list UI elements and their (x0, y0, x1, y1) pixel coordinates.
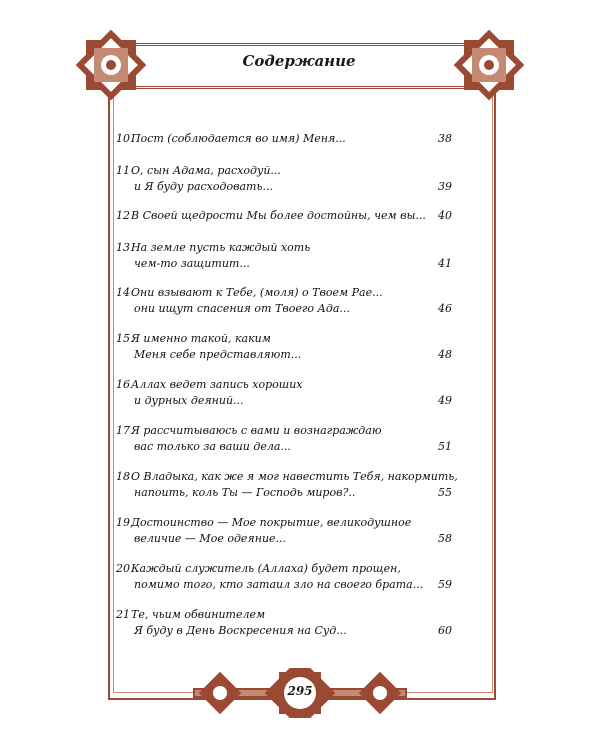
page-number: 295 (287, 684, 313, 698)
toc-entry (116, 240, 452, 272)
toc-entry-line (116, 131, 452, 147)
toc-entry-line (116, 393, 452, 409)
toc-entry-line (116, 163, 452, 179)
toc-entry-page: 51 (438, 440, 452, 453)
toc-entry-page: 39 (438, 180, 452, 193)
toc-entry-line (116, 607, 452, 623)
toc-entry-page: 38 (438, 132, 452, 145)
toc-entry-page: 41 (438, 257, 452, 270)
toc-entry (116, 423, 452, 455)
toc-entry-number: 15 (116, 332, 130, 345)
toc-entry-line (116, 531, 452, 547)
toc-entry (116, 515, 452, 547)
toc-entry-number: 18 (116, 470, 130, 483)
toc-entry-title: вас только за ваши дела... (134, 440, 291, 453)
toc-entry-line (116, 623, 452, 639)
toc-entry (116, 469, 458, 501)
toc-entry-page: 40 (438, 209, 452, 222)
toc-entry-title: напоить, коль Ты — Господь миров?.. (134, 486, 356, 499)
toc-entry-line (116, 515, 452, 531)
toc-entry-title: О, сын Адама, расходуй... (131, 164, 281, 177)
toc-entry-line (116, 377, 452, 393)
corner-ornament-right (450, 26, 528, 104)
toc-entry-number: 20 (116, 562, 130, 575)
toc-entry-title: Аллах ведет запись хороших (131, 378, 303, 391)
toc-entry (116, 208, 452, 224)
toc-entry-page: 58 (438, 532, 452, 545)
toc-entry-line (116, 423, 452, 439)
toc-entry-title: Я рассчитываюсь с вами и вознаграждаю (131, 424, 382, 437)
toc-entry (116, 331, 452, 363)
toc-entry-line (116, 256, 452, 272)
toc-entry-page: 49 (438, 394, 452, 407)
corner-ornament-left (72, 26, 150, 104)
toc-entry-number: 14 (116, 286, 130, 299)
toc-entry-line (116, 208, 452, 224)
toc-entry-page: 48 (438, 348, 452, 361)
toc-entry-line (116, 331, 452, 347)
toc-entry-line (116, 485, 452, 501)
toc-entry (116, 377, 452, 409)
toc-entry-number: 17 (116, 424, 130, 437)
toc-entry-line (116, 240, 452, 256)
toc-entry-title: и Я буду расходовать... (134, 180, 273, 193)
toc-entry-line (116, 347, 452, 363)
toc-entry-title: они ищут спасения от Твоего Ада... (134, 302, 350, 315)
toc-entry-line (116, 469, 458, 485)
toc-entry-title: Я буду в День Воскресения на Суд... (134, 624, 347, 637)
toc-entry-title: Меня себе представляют... (134, 348, 302, 361)
toc-entry-title: и дурных деяний... (134, 394, 244, 407)
toc-entry-number: 11 (116, 164, 130, 177)
toc-entry-title: Пост (соблюдается во имя) Меня... (131, 132, 346, 145)
toc-entry-title: О Владыка, как же я мог навестить Тебя, накормить, (131, 470, 458, 483)
toc-entry-title: Каждый служитель (Аллаха) будет прощен, (131, 562, 401, 575)
toc-entry-number: 10 (116, 132, 130, 145)
toc-entry-line (116, 285, 452, 301)
toc-entry-page: 60 (438, 624, 452, 637)
toc-entry-title: На земле пусть каждый хоть (131, 241, 311, 254)
toc-entry-page: 46 (438, 302, 452, 315)
toc-entry-title: В Своей щедрости Мы более достойны, чем вы... (131, 209, 426, 222)
toc-entry-number: 19 (116, 516, 130, 529)
toc-entry (116, 163, 452, 195)
toc-entry-title: Я именно такой, каким (131, 332, 271, 345)
toc-entry-line (116, 577, 452, 593)
toc-entry-line (116, 561, 452, 577)
toc-entry-number: 13 (116, 241, 130, 254)
toc-entry-number: 12 (116, 209, 130, 222)
toc-entry-title: помимо того, кто затаил зло на своего брата... (134, 578, 424, 591)
toc-entry-title: величие — Мое одеяние... (134, 532, 287, 545)
toc-entry-number: 16 (116, 378, 130, 391)
toc-entry-line (116, 179, 452, 195)
toc-entry (116, 131, 452, 147)
toc-entry (116, 285, 452, 317)
toc-entry (116, 607, 452, 639)
toc-entry-number: 21 (116, 608, 130, 621)
toc-entry-title: Те, чьим обвинителем (131, 608, 266, 621)
toc-entry (116, 561, 452, 593)
page-title: Содержание (242, 52, 356, 70)
toc-entry-title: Они взывают к Тебе, (моля) о Твоем Рае... (131, 286, 383, 299)
toc-entry-title: Достоинство — Мое покрытие, великодушное (131, 516, 412, 529)
toc-entry-page: 55 (438, 486, 452, 499)
toc-entry-page: 59 (438, 578, 452, 591)
toc-entry-title: чем-то защитит... (134, 257, 250, 270)
toc-entry-line (116, 439, 452, 455)
toc-entry-line (116, 301, 452, 317)
